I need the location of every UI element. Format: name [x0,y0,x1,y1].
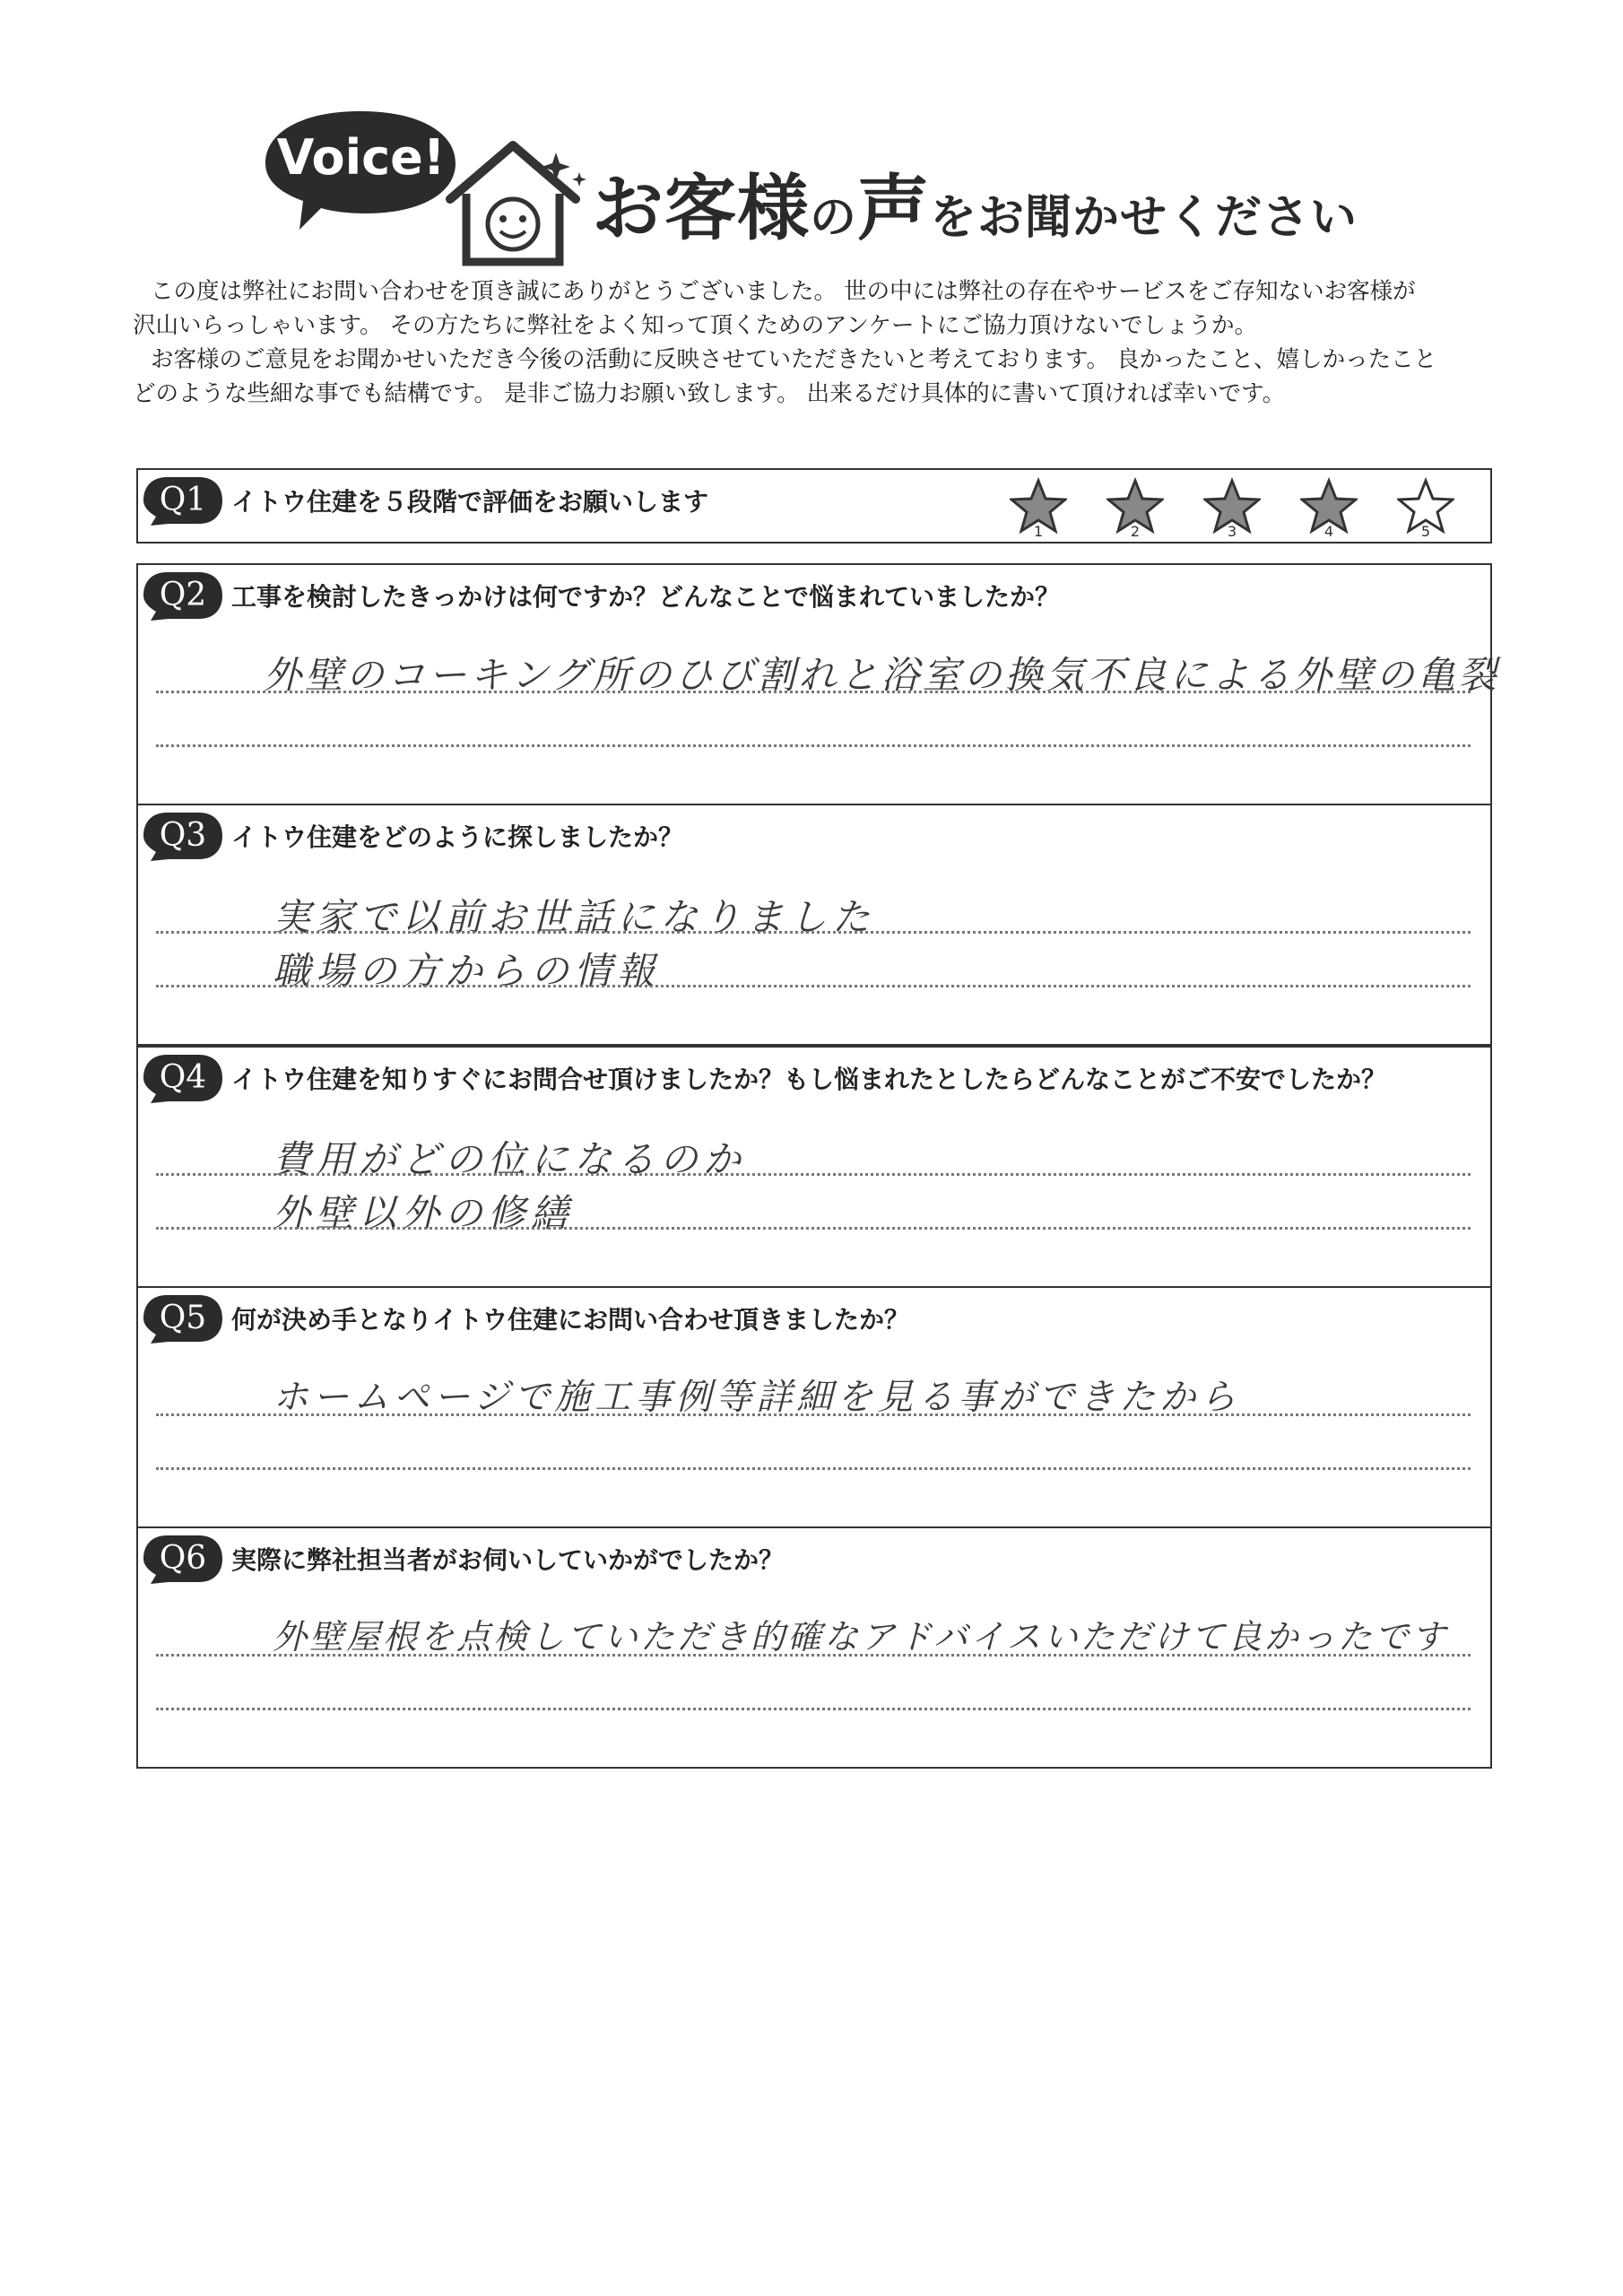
question-6-text: 実際に弊社担当者がお伺いしていかがでしたか？ [231,1545,785,1575]
star-label: 5 [1420,523,1431,540]
question-1-box [136,468,1492,544]
question-6-box [136,1526,1492,1769]
page-title [592,151,1358,254]
question-2-text: 工事を検討したきっかけは何ですか？どんなことで悩まれていましたか？ [231,582,1061,612]
star-label: 4 [1324,523,1334,540]
answer-2-line-1: 外壁のコーキング所のひび割れと浴室の換気不良による外壁の亀裂 [264,653,1500,697]
star-label: 1 [1033,523,1044,540]
answer-line [156,744,1471,747]
answer-3-line-2: 職場の方からの情報 [273,949,661,993]
question-5-text: 何が決め手となりイトウ住建にお問い合わせ頂きましたか？ [231,1305,910,1335]
answer-line [156,691,1471,693]
answer-line [156,1467,1471,1470]
question-4-text: イトウ住建を知りすぐにお問合せ頂けましたか？もし悩まれたとしたらどんなことがご不安でしたか？ [231,1065,1387,1094]
survey-header [260,108,1390,260]
question-3-text: イトウ住建をどのように探しましたか？ [231,822,684,852]
q6-badge-label: Q6 [159,1540,207,1577]
answer-line [156,1708,1471,1710]
intro-line: どのような些細な事でも結構です。 是非ご協力お願い致します。 出来るだけ具体的に書いて頂ければ幸いです。 [133,380,1286,407]
q2-badge [142,570,224,621]
question-4-box [136,1046,1492,1288]
question-3-box [136,804,1492,1046]
answer-line [156,931,1471,934]
voice-speech-bubble [260,108,462,233]
answer-6-line-1: 外壁屋根を点検していただき的確なアドバイスいただけて良かったです [273,1617,1448,1657]
question-1-text: イトウ住建を５段階で評価をお願いします [231,487,709,517]
title-customers: お客様 [592,167,810,250]
answer-line [156,1227,1471,1230]
star-label: 2 [1130,523,1141,540]
star-2-icon[interactable] [1107,477,1164,540]
question-5-header [142,1293,909,1344]
q5-badge [142,1293,224,1344]
answer-3-line-1: 実家で以前お世話になりました [273,895,876,939]
question-6-header [142,1534,784,1584]
star-label: 3 [1227,523,1237,540]
title-please-tell: をお聞かせください [930,191,1358,245]
star-4-icon[interactable] [1300,477,1358,540]
question-2-box [136,563,1500,805]
intro-line: この度は弊社にお問い合わせを頂き誠にありがとうございました。 世の中には弊社の存在やサービスをご存知ないお客様が [151,278,1416,305]
title-voice: 声 [857,167,931,250]
answer-line [156,1173,1471,1176]
question-2-header [142,570,1060,621]
q5-badge-label: Q5 [159,1300,207,1336]
q1-badge-label: Q1 [159,482,207,518]
intro-text [133,274,1496,411]
voice-badge-text: Voice! [276,129,446,186]
answer-4-line-2: 外壁以外の修繕 [273,1191,575,1235]
q3-badge [142,811,224,861]
q6-badge [142,1534,224,1584]
q4-badge [142,1053,224,1103]
q2-badge-label: Q2 [159,577,207,613]
q1-badge [142,475,224,526]
question-3-header [142,811,683,861]
q4-badge-label: Q4 [159,1059,207,1096]
q3-badge-label: Q3 [159,817,207,854]
answer-line [156,985,1471,987]
rating-stars [1010,477,1454,540]
question-4-header [142,1053,1386,1103]
answer-line [156,1413,1471,1416]
answer-line [156,1654,1471,1657]
question-1-header [142,475,708,526]
star-3-icon[interactable] [1203,477,1261,540]
smiling-house-icon [439,135,592,269]
answer-4-line-1: 費用がどの位になるのか [273,1137,747,1181]
question-5-box [136,1286,1492,1528]
star-1-icon[interactable] [1010,477,1067,540]
title-no: の [810,191,858,245]
answer-5-line-1: ホームページで施工事例等詳細を見る事ができたから [273,1377,1241,1418]
star-5-icon[interactable] [1397,477,1454,540]
intro-line: お客様のご意見をお聞かせいただき今後の活動に反映させていただきたいと考えております。 良かったこと、嬉しかったこと [151,346,1437,373]
intro-line: 沢山いらっしゃいます。 その方たちに弊社をよく知って頂くためのアンケートにご協力頂けないでしょうか。 [133,312,1258,339]
